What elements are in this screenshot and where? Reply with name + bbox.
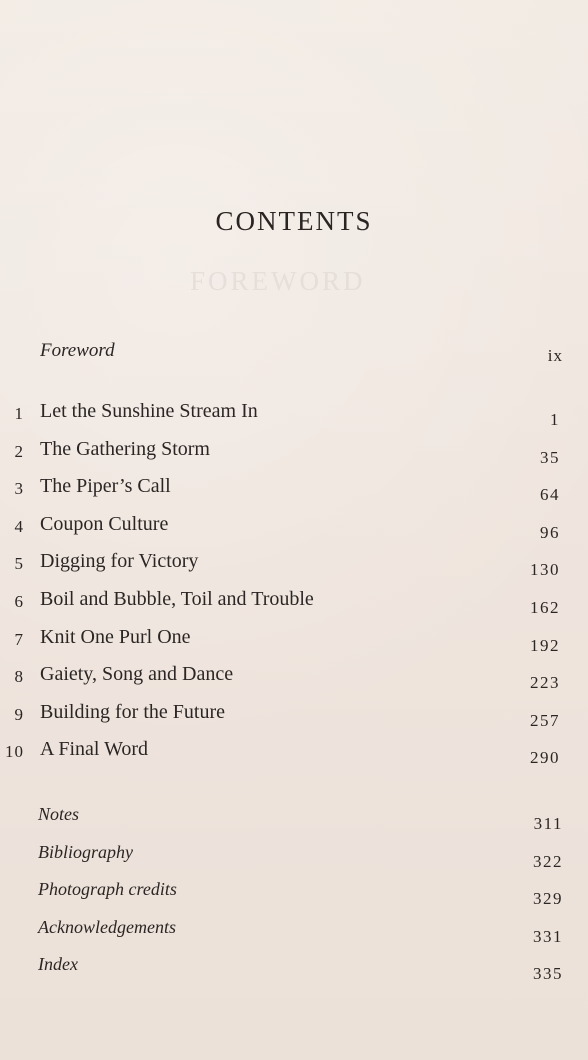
toc-back-matter-entry — [0, 879, 563, 917]
chapter-number: 3 — [14, 479, 24, 499]
back-matter-title: Bibliography — [38, 841, 133, 862]
back-matter-title: Notes — [38, 804, 80, 824]
toc-chapter — [0, 663, 563, 701]
chapter-title: A Final Word — [40, 738, 149, 761]
chapter-page-number: 223 — [530, 673, 560, 693]
toc-entry-foreword — [40, 340, 563, 370]
toc-chapter — [0, 626, 563, 664]
toc-back-matter-entry — [0, 842, 563, 880]
chapter-list — [0, 400, 563, 776]
chapter-page-number: 290 — [530, 748, 560, 768]
toc-chapter — [0, 550, 563, 588]
chapter-title: The Piper’s Call — [40, 475, 171, 498]
chapter-page-number: 130 — [530, 560, 560, 580]
chapter-page-number: 1 — [550, 410, 560, 429]
chapter-number: 6 — [14, 591, 24, 611]
back-matter-list — [0, 804, 563, 992]
back-matter-page-number: 335 — [533, 964, 563, 984]
foreword-page-number: ix — [547, 346, 563, 365]
chapter-title: Digging for Victory — [40, 550, 199, 573]
front-matter — [40, 340, 563, 370]
back-matter-page-number: 329 — [533, 889, 563, 909]
toc-back-matter-entry — [0, 954, 563, 992]
toc-chapter — [0, 400, 563, 438]
chapter-number: 4 — [14, 516, 24, 536]
chapter-title: Let the Sunshine Stream In — [40, 400, 258, 422]
chapter-page-number: 192 — [530, 635, 560, 655]
toc-chapter — [0, 588, 563, 626]
chapter-title: The Gathering Storm — [40, 437, 210, 460]
chapter-number: 10 — [5, 742, 24, 762]
toc-chapter — [0, 701, 563, 739]
back-matter-title: Index — [38, 954, 78, 975]
chapter-number: 5 — [14, 554, 24, 574]
chapter-title: Gaiety, Song and Dance — [40, 663, 234, 686]
back-matter-page-number: 331 — [533, 926, 563, 946]
chapter-title: Boil and Bubble, Toil and Trouble — [40, 587, 314, 610]
toc-chapter — [0, 513, 563, 551]
chapter-number: 1 — [14, 404, 24, 423]
show-through-text: FOREWORD — [190, 266, 366, 296]
back-matter-page-number: 311 — [533, 814, 563, 833]
chapter-page-number: 35 — [540, 447, 560, 467]
toc-back-matter-entry — [0, 917, 563, 955]
toc-back-matter-entry — [0, 804, 563, 842]
chapter-page-number: 162 — [530, 597, 560, 617]
chapter-title: Knit One Purl One — [40, 625, 191, 648]
back-matter-page-number: 322 — [533, 851, 563, 871]
chapter-number: 7 — [14, 629, 24, 649]
toc-chapter — [0, 738, 563, 776]
chapter-number: 9 — [14, 704, 24, 724]
chapter-title: Coupon Culture — [40, 512, 169, 535]
chapter-title: Building for the Future — [40, 700, 225, 723]
back-matter-title: Acknowledgements — [38, 916, 176, 937]
chapter-page-number: 96 — [540, 522, 560, 542]
foreword-label: Foreword — [40, 340, 115, 361]
chapter-page-number: 257 — [530, 710, 560, 730]
chapter-page-number: 64 — [540, 485, 560, 505]
chapter-number: 8 — [14, 667, 24, 687]
toc-chapter — [0, 475, 563, 513]
toc-chapter — [0, 438, 563, 476]
page-title: CONTENTS — [215, 206, 373, 236]
chapter-number: 2 — [14, 441, 24, 461]
back-matter-title: Photograph credits — [38, 879, 177, 900]
